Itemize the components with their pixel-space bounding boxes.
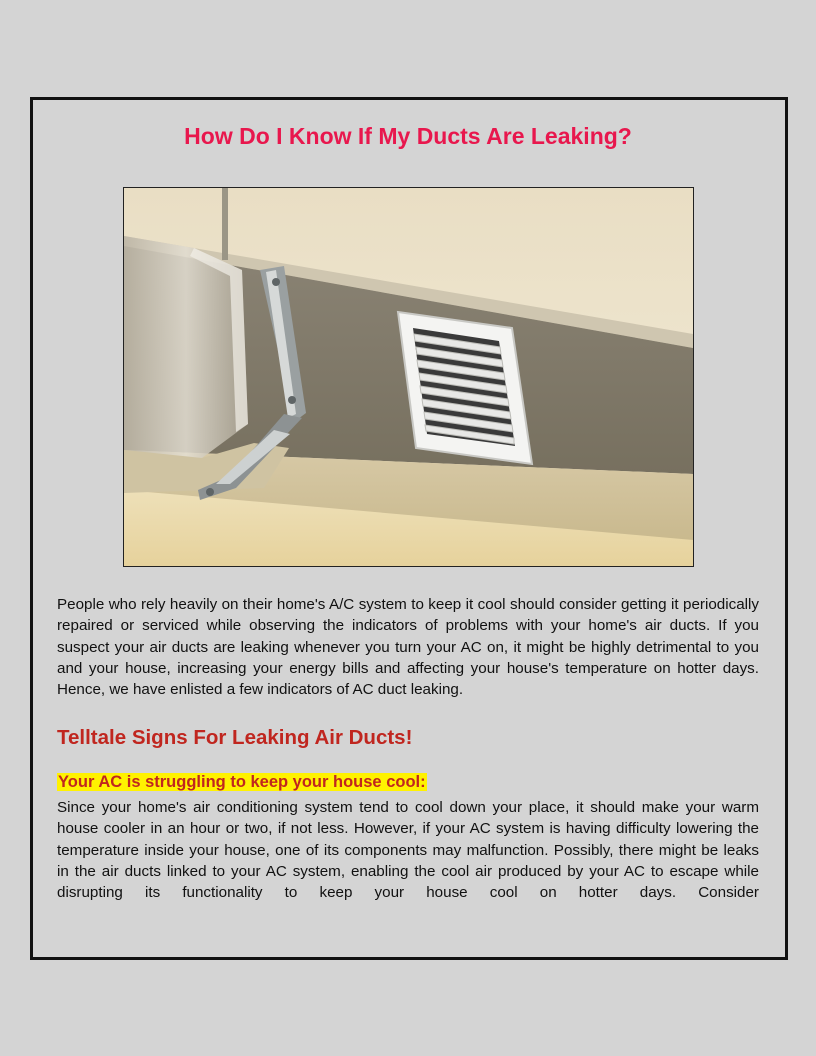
body-paragraph: Since your home's air conditioning system tend to cool down your place, it should make your warm house cooler in an hour or two, if not less. However, if your AC system is having difficulty lowering the temperature inside your house, one of its components may malfunction. Possibly, there might be leaks in the air ducts linked to your AC system, enabling the cool air produced by your AC to escape while disrupting its functionality to keep your house cool on hotter days. Consider xyxy=(57,799,759,902)
subheading-text: Your AC is struggling to keep your house cool: xyxy=(58,773,426,791)
section-heading: Telltale Signs For Leaking Air Ducts! xyxy=(57,726,413,749)
intro-paragraph: People who rely heavily on their home's A/C system to keep it cool should consider getting it periodically repaired or serviced while observing the indicators of problems with your home's air ducts. If you suspect your air ducts are leaking whenever you turn your AC on, it might be highly detrimental to you and your house, increasing your energy bills and affecting your house's temperature on hotter days. Hence, we have enlisted a few indicators of AC duct leaking. xyxy=(57,596,759,699)
air-duct-vent-photo xyxy=(123,187,694,567)
highlighted-subheading xyxy=(57,771,427,793)
page-title: How Do I Know If My Ducts Are Leaking? xyxy=(184,123,632,149)
